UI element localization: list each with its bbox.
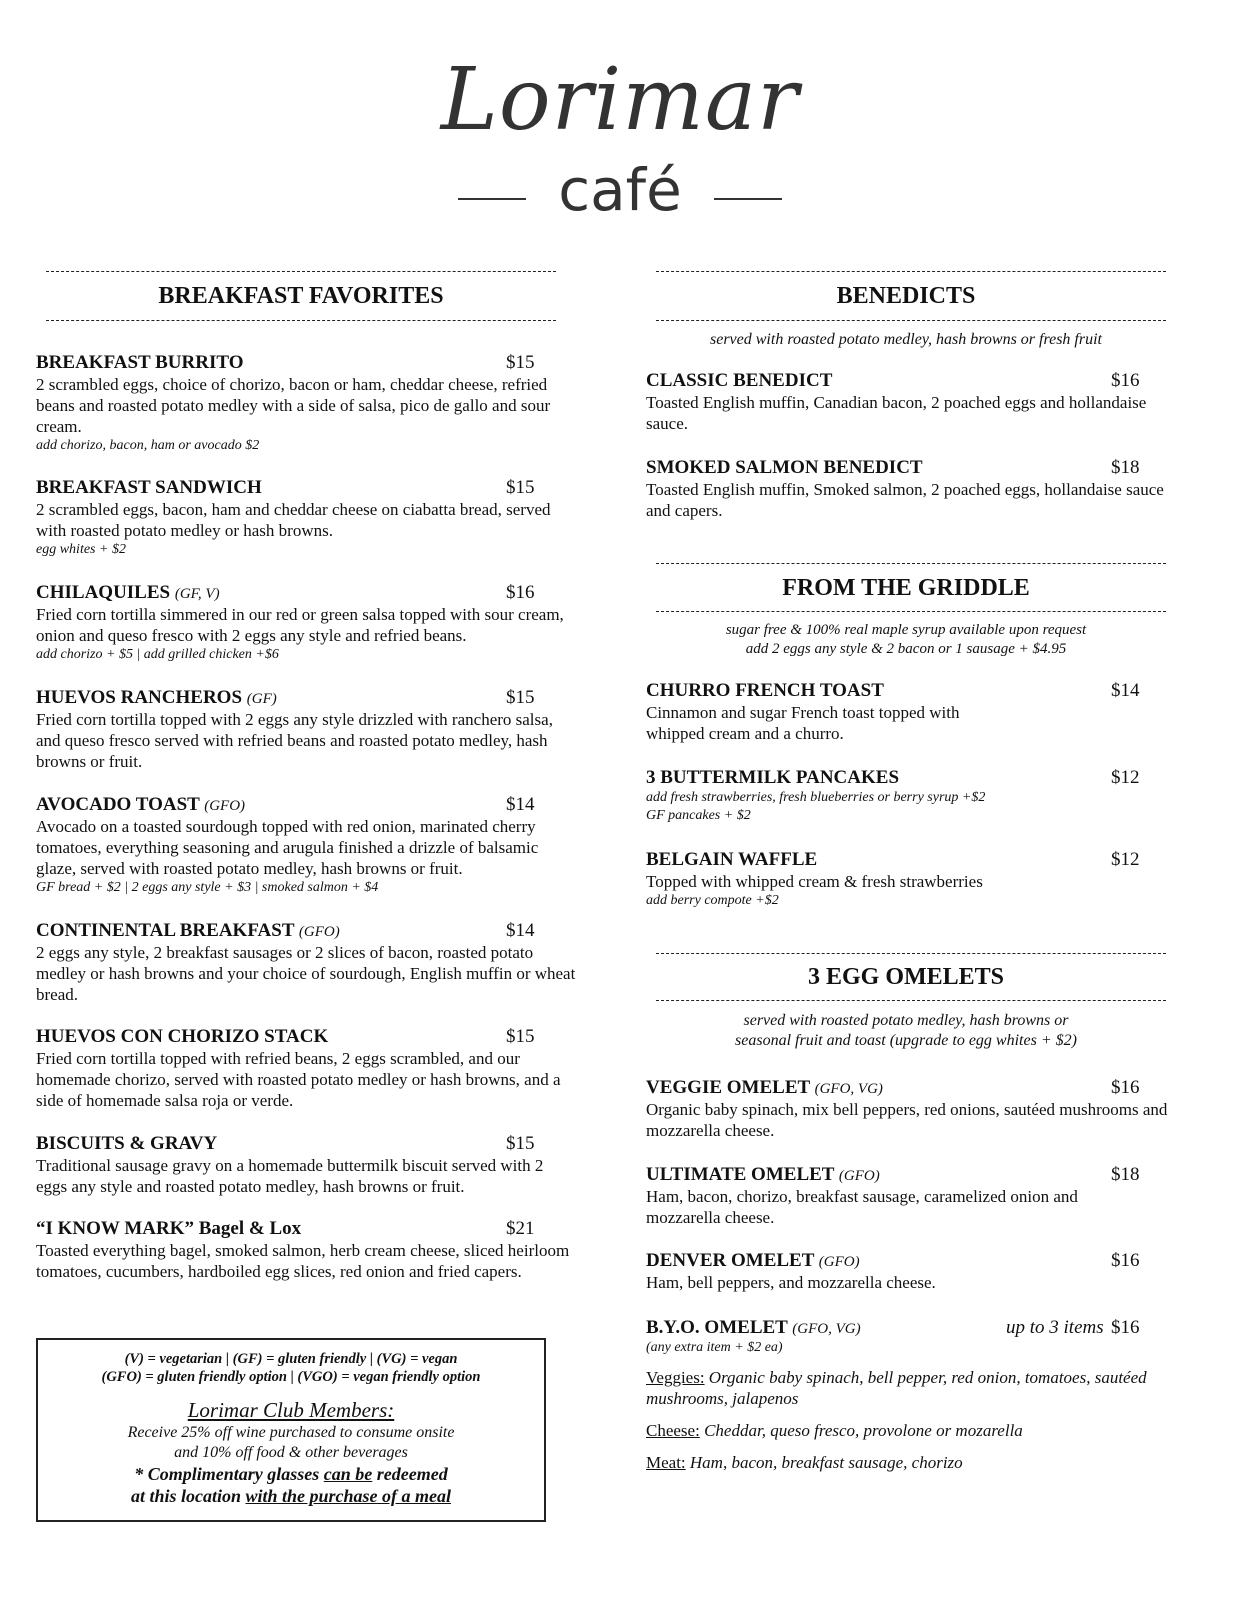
item-description: 2 eggs any style, 2 breakfast sausages or 2 slices of bacon, roasted potato medley or hash browns and your choice of sourdough, English muffin or wheat bread.: [36, 943, 576, 1004]
logo-script: Lorimar: [440, 50, 800, 150]
menu-item: [646, 849, 1186, 910]
item-name: CONTINENTAL BREAKFAST (GFO): [36, 920, 340, 941]
section-title-benedicts: BENEDICTS: [836, 283, 976, 309]
item-description: Ham, bell peppers, and mozzarella cheese.: [646, 1273, 936, 1292]
menu-item: [36, 794, 576, 897]
item-name: BREAKFAST BURRITO: [36, 352, 244, 373]
byo-option-cheese: Cheese: Cheddar, queso fresco, provolone or mozarella: [646, 1421, 1023, 1440]
item-price: $12: [1111, 849, 1140, 870]
item-description: Fried corn tortilla simmered in our red or green salsa topped with sour cream, onion and queso fresco with 2 eggs any style and refried beans.: [36, 605, 564, 645]
complimentary-note: at this location with the purchase of a meal: [130, 1486, 452, 1506]
menu-item: [646, 767, 1186, 825]
section-divider: [46, 271, 556, 272]
item-description: Fried corn tortilla topped with 2 eggs any style drizzled with ranchero salsa, and queso fresco served with refried beans and roasted potato medley, hash browns or fruit.: [36, 710, 553, 771]
diet-tag: (GFO, VG): [814, 1081, 883, 1097]
item-price: $14: [1111, 680, 1140, 701]
byo-option-meat: Meat: Ham, bacon, breakfast sausage, chorizo: [646, 1453, 963, 1472]
item-name: DENVER OMELET (GFO): [646, 1250, 860, 1271]
section-divider: [656, 563, 1166, 564]
section-note: sugar free & 100% real maple syrup available upon request add 2 eggs any style & 2 bacon or 1 sausage + $4.95: [725, 622, 1087, 657]
item-name: “I KNOW MARK” Bagel & Lox: [36, 1218, 302, 1239]
item-price: $14: [506, 794, 535, 815]
menu-item: [36, 582, 576, 664]
item-addon: GF bread + $2 | 2 eggs any style + $3 | smoked salmon + $4: [36, 880, 379, 895]
item-description: Toasted English muffin, Canadian bacon, 2 poached eggs and hollandaise sauce.: [646, 393, 1147, 433]
menu-item: [646, 1164, 1186, 1228]
item-addon: GF pancakes + $2: [646, 808, 751, 823]
item-description: Toasted English muffin, Smoked salmon, 2 poached eggs, hollandaise sauce and capers.: [646, 480, 1164, 520]
menu-item: [646, 457, 1186, 521]
complimentary-note: * Complimentary glasses can be redeemed: [134, 1464, 448, 1484]
logo-rule-right: [714, 198, 782, 200]
item-description: Fried corn tortilla topped with refried beans, 2 eggs scrambled, and our homemade chorizo, served with roasted potato medley or hash browns, and a side of homemade salsa roja or verde.: [36, 1049, 561, 1110]
item-name: BISCUITS & GRAVY: [36, 1133, 218, 1154]
item-name: HUEVOS RANCHEROS (GF): [36, 687, 277, 708]
item-name: ULTIMATE OMELET (GFO): [646, 1164, 880, 1185]
menu-item: [36, 1218, 576, 1282]
section-divider: [656, 953, 1166, 954]
section-divider: [656, 611, 1166, 612]
item-addon: add fresh strawberries, fresh blueberries or berry syrup +$2: [646, 790, 986, 805]
item-name: SMOKED SALMON BENEDICT: [646, 457, 923, 478]
menu-item: [36, 1026, 576, 1111]
diet-tag: (GF, V): [174, 586, 220, 602]
menu-item: [36, 1133, 576, 1197]
item-price: $15: [506, 352, 535, 373]
item-description: 2 scrambled eggs, bacon, ham and cheddar cheese on ciabatta bread, served with roasted potato medley or hash browns.: [36, 500, 551, 540]
section-note: served with roasted potato medley, hash browns or fresh fruit: [710, 331, 1102, 348]
item-name: HUEVOS CON CHORIZO STACK: [36, 1026, 329, 1047]
menu-item: [36, 477, 576, 559]
item-name: BREAKFAST SANDWICH: [36, 477, 262, 498]
legend-box: [36, 1338, 546, 1522]
item-price: $18: [1111, 1164, 1140, 1185]
item-addon: egg whites + $2: [36, 542, 126, 557]
item-description: 2 scrambled eggs, choice of chorizo, bacon or ham, cheddar cheese, refried beans and roasted potato medley with a side of salsa, pico de gallo and sour cream.: [36, 375, 551, 436]
item-addon: (any extra item + $2 ea): [646, 1340, 783, 1355]
legend-line: (V) = vegetarian | (GF) = gluten friendly | (VG) = vegan: [124, 1351, 458, 1367]
menu-item: [36, 352, 576, 455]
section-title-griddle: FROM THE GRIDDLE: [782, 575, 1030, 601]
club-text: and 10% off food & other beverages: [174, 1444, 408, 1461]
item-price: $16: [1111, 1317, 1140, 1338]
item-name: 3 BUTTERMILK PANCAKES: [646, 767, 900, 788]
diet-tag: (GFO, VG): [792, 1321, 861, 1337]
item-price: $15: [506, 687, 535, 708]
menu-item: [646, 1250, 1186, 1293]
section-divider: [656, 271, 1166, 272]
item-description: Ham, bacon, chorizo, breakfast sausage, caramelized onion and mozzarella cheese.: [646, 1187, 1078, 1227]
menu-item: [646, 1077, 1186, 1141]
logo-cafe-row: [440, 156, 800, 226]
diet-tag: (GFO): [838, 1168, 880, 1184]
item-name: CHILAQUILES (GF, V): [36, 582, 220, 603]
item-name: BELGAIN WAFFLE: [646, 849, 818, 870]
diet-tag: (GF): [246, 691, 277, 707]
section-divider: [656, 320, 1166, 321]
byo-limit: up to 3 items: [1006, 1317, 1104, 1338]
item-name: CLASSIC BENEDICT: [646, 370, 833, 391]
menu-item: [646, 680, 1186, 744]
item-description: Cinnamon and sugar French toast topped with whipped cream and a churro.: [646, 703, 960, 743]
item-addon: add chorizo + $5 | add grilled chicken +$6: [36, 647, 279, 662]
item-price: $16: [1111, 370, 1140, 391]
item-description: Organic baby spinach, mix bell peppers, red onions, sautéed mushrooms and mozzarella cheese.: [646, 1100, 1168, 1140]
menu-item: [36, 920, 576, 1005]
item-price: $15: [506, 477, 535, 498]
item-name: B.Y.O. OMELET (GFO, VG): [646, 1317, 861, 1338]
item-name: VEGGIE OMELET (GFO, VG): [646, 1077, 883, 1098]
section-divider: [656, 1000, 1166, 1001]
item-price: $12: [1111, 767, 1140, 788]
cafe-logo: [440, 28, 800, 224]
section-note: served with roasted potato medley, hash browns or seasonal fruit and toast (upgrade to egg whites + $2): [735, 1012, 1077, 1049]
menu-item-byo: [646, 1317, 1186, 1357]
item-description: Toasted everything bagel, smoked salmon, herb cream cheese, sliced heirloom tomatoes, cucumbers, hardboiled egg slices, red onion and fried capers.: [36, 1241, 570, 1281]
diet-tag: (GFO): [298, 924, 340, 940]
item-addon: add chorizo, bacon, ham or avocado $2: [36, 438, 260, 453]
item-name: CHURRO FRENCH TOAST: [646, 680, 884, 701]
byo-option-veggies: Veggies: Organic baby spinach, bell pepper, red onion, tomatoes, sautéed mushrooms, jalapenos: [646, 1368, 1147, 1408]
item-price: $15: [506, 1026, 535, 1047]
menu-item: [36, 687, 576, 772]
legend-line: (GFO) = gluten friendly option | (VGO) = vegan friendly option: [101, 1369, 481, 1385]
item-description: Topped with whipped cream & fresh strawberries: [646, 872, 983, 891]
logo-cafe: café: [558, 156, 682, 224]
item-price: $15: [506, 1133, 535, 1154]
section-title-omelets: 3 EGG OMELETS: [807, 964, 1005, 990]
item-price: $16: [506, 582, 535, 603]
item-price: $16: [1111, 1077, 1140, 1098]
diet-tag: (GFO): [204, 798, 246, 814]
item-price: $16: [1111, 1250, 1140, 1271]
section-divider: [46, 320, 556, 321]
club-title: Lorimar Club Members:: [187, 1398, 395, 1422]
diet-tag: (GFO): [818, 1254, 860, 1270]
section-title-breakfast: BREAKFAST FAVORITES: [158, 283, 444, 309]
item-name: AVOCADO TOAST (GFO): [36, 794, 246, 815]
item-price: $21: [506, 1218, 535, 1239]
item-addon: add berry compote +$2: [646, 893, 779, 908]
item-price: $18: [1111, 457, 1140, 478]
item-description: Traditional sausage gravy on a homemade buttermilk biscuit served with 2 eggs any style and roasted potato medley, hash browns or fruit.: [36, 1156, 544, 1196]
item-description: Avocado on a toasted sourdough topped with red onion, marinated cherry tomatoes, everything seasoning and arugula finished a drizzle of balsamic glaze, served with roasted potato medley, hash browns or fruit.: [36, 817, 539, 878]
item-price: $14: [506, 920, 535, 941]
menu-item: [646, 370, 1186, 434]
club-text: Receive 25% off wine purchased to consume onsite: [127, 1424, 455, 1441]
